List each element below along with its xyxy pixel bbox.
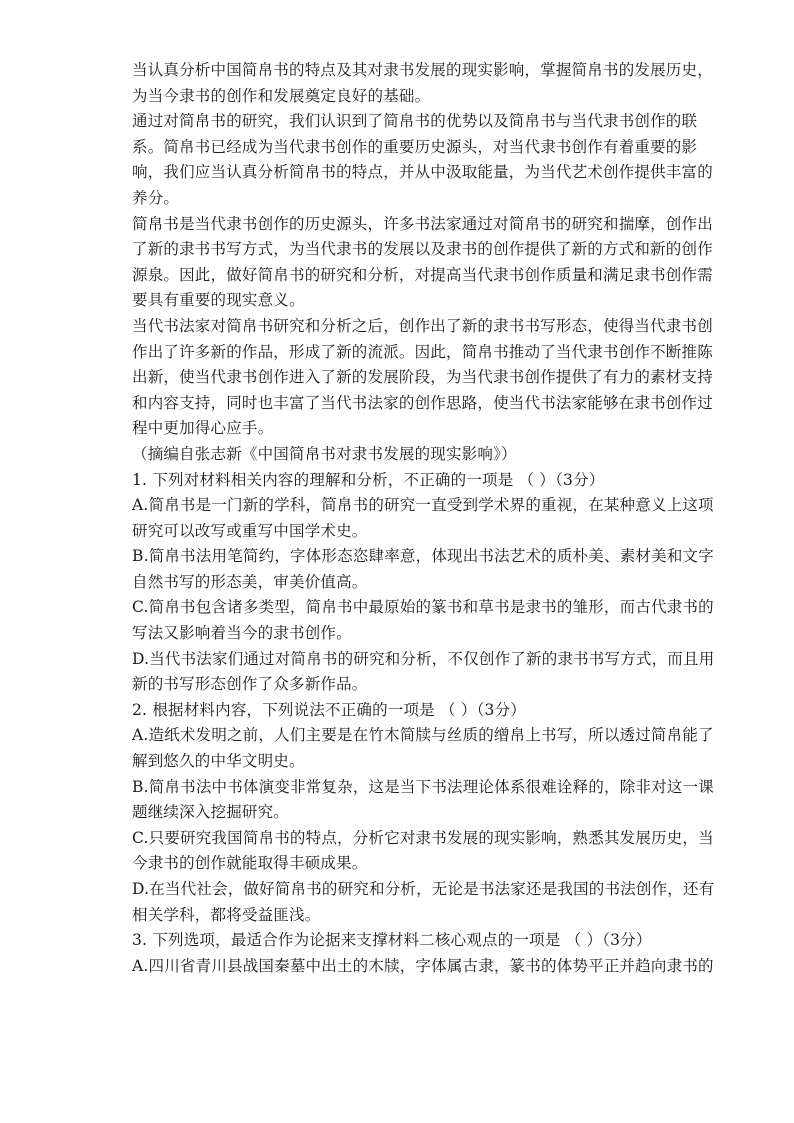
q1-option-a-cont: 研究可以改写或重写中国学术史。 xyxy=(132,521,368,540)
q2-option-d: D.在当代社会，做好简帛书的研究和分析，无论是书法家还是我国的书法创作，还有 xyxy=(132,880,715,898)
paragraph-line: 简帛书是当代隶书创作的历史源头，许多书法家通过对简帛书的研究和揣摩，创作出 xyxy=(132,214,713,233)
paragraph-line: 要具有重要的现实意义。 xyxy=(132,291,305,310)
q2-option-d-cont: 相关学科，都将受益匪浅。 xyxy=(132,905,321,924)
q1-option-b-cont: 自然书写的形态美，审美价值高。 xyxy=(132,572,368,591)
q3-option-a: A.四川省青川县战国秦墓中出土的木牍，字体属古隶，篆书的体势平正并趋向隶书的 xyxy=(132,956,714,975)
paragraph-line: 养分。 xyxy=(132,188,180,207)
q2-option-a-cont: 解到悠久的中华文明史。 xyxy=(132,752,305,771)
paragraph-line: 系。简帛书已经成为当代隶书创作的重要历史源头，对当代隶书创作有着重要的影 xyxy=(132,137,698,156)
paragraph-line: 当认真分析中国简帛书的特点及其对隶书发展的现实影响，掌握简帛书的发展历史， xyxy=(132,61,713,79)
paragraph-line: 源泉。因此，做好简帛书的研究和分析，对提高当代隶书创作质量和满足隶书创作需 xyxy=(132,265,713,284)
source-citation: （摘编自张志新《中国简帛书对隶书发展的现实影响》） xyxy=(132,444,517,463)
q1-option-c-cont: 写法又影响着当今的隶书创作。 xyxy=(132,624,352,643)
paragraph-line: 响，我们应当认真分析简帛书的特点，并从中汲取能量，为当代艺术创作提供丰富的 xyxy=(132,163,713,182)
paragraph-line: 出新，使当代隶书创作进入了新的发展阶段，为当代隶书创作提供了有力的素材支持 xyxy=(132,368,713,387)
paragraph-line: 通过对简帛书的研究，我们认识到了简帛书的优势以及简帛书与当代隶书创作的联 xyxy=(132,112,698,131)
q1-option-d: D.当代书法家们通过对简帛书的研究和分析，不仅创作了新的隶书书写方式，而且用 xyxy=(132,649,715,668)
question-1-stem: 1. 下列对材料相关内容的理解和分析，不正确的一项是 （ ）（3分） xyxy=(132,470,605,489)
q2-option-b-cont: 题继续深入挖掘研究。 xyxy=(132,803,290,822)
question-3-stem: 3. 下列选项，最适合作为论据来支撑材料二核心观点的一项是 （ ）（3分） xyxy=(132,931,652,950)
paragraph-line: 了新的隶书书写方式，为当代隶书的发展以及隶书的创作提供了新的方式和新的创作 xyxy=(132,240,713,259)
q2-option-a: A.造纸术发明之前，人们主要是在竹木简牍与丝质的缯帛上书写，所以透过简帛能了 xyxy=(132,726,714,745)
q2-option-c-cont: 今隶书的创作就能取得丰硕成果。 xyxy=(132,854,368,873)
q1-option-c: C.简帛书包含诸多类型，简帛书中最原始的篆书和草书是隶书的雏形，而古代隶书的 xyxy=(132,598,714,617)
paragraph-line: 程中更加得心应手。 xyxy=(132,419,274,438)
q1-option-b: B.简帛书法用笔简约，字体形态恣肆率意，体现出书法艺术的质朴美、素材美和文字 xyxy=(132,547,714,566)
paragraph-line: 当代书法家对简帛书研究和分析之后，创作出了新的隶书书写形态，使得当代隶书创 xyxy=(132,316,713,335)
paragraph-line: 和内容支持，同时也丰富了当代书法家的创作思路，使当代书法家能够在隶书创作过 xyxy=(132,393,713,412)
document-page xyxy=(132,58,715,979)
paragraph-line: 为当今隶书的创作和发展奠定良好的基础。 xyxy=(132,86,431,105)
q1-option-a: A.简帛书是一门新的学科，简帛书的研究一直受到学术界的重视，在某种意义上这项 xyxy=(132,496,714,515)
paragraph-line: 作出了许多新的作品，形成了新的流派。因此，简帛书推动了当代隶书创作不断推陈 xyxy=(132,342,713,361)
q2-option-c: C.只要研究我国简帛书的特点，分析它对隶书发展的现实影响，熟悉其发展历史，当 xyxy=(132,828,714,847)
q1-option-d-cont: 新的书写形态创作了众多新作品。 xyxy=(132,675,368,694)
q2-option-b: B.简帛书法中书体演变非常复杂，这是当下书法理论体系很难诠释的，除非对这一课 xyxy=(132,777,714,796)
question-2-stem: 2. 根据材料内容，下列说法不正确的一项是 （ ）（3分） xyxy=(132,700,526,719)
